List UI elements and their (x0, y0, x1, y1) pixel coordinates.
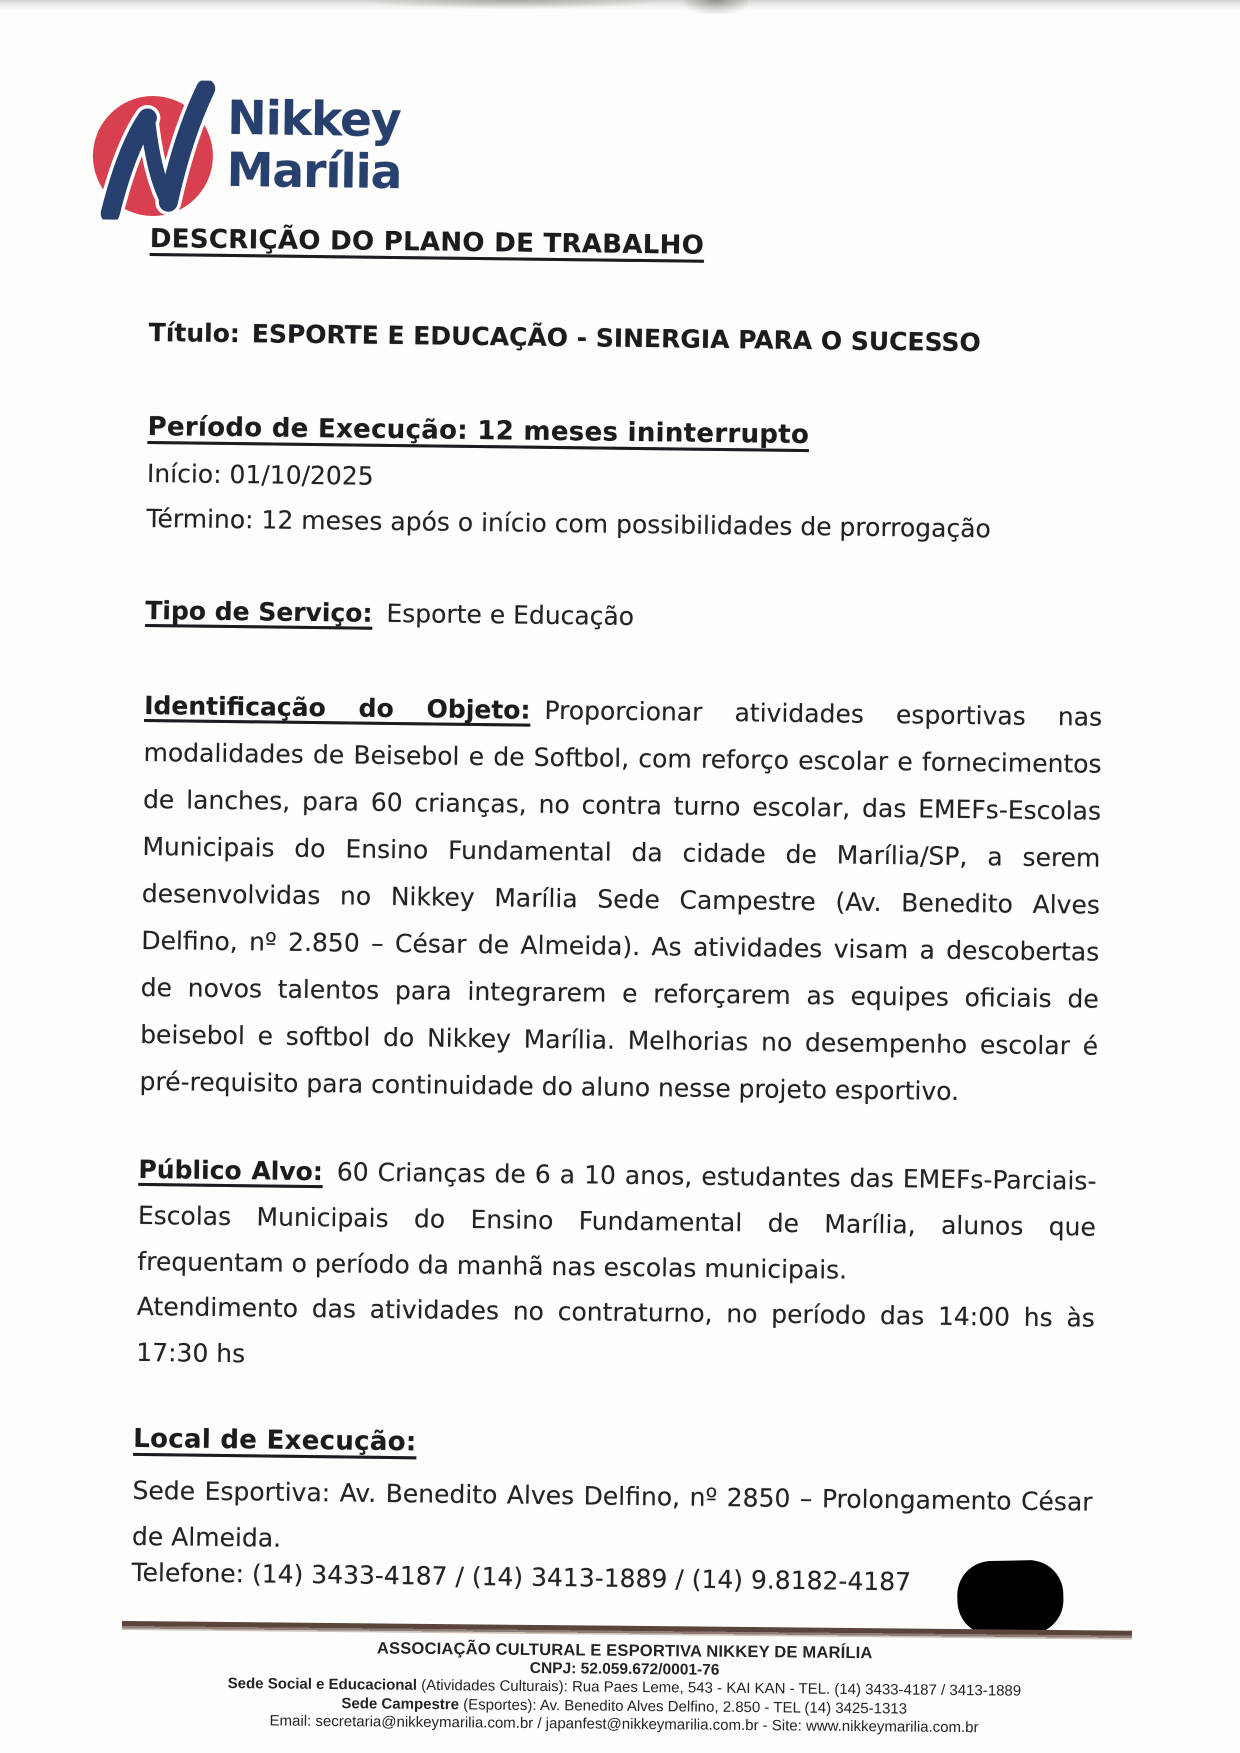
titulo-value: ESPORTE E EDUCAÇÃO - SINERGIA PARA O SUCESSO (251, 319, 981, 358)
objeto-label: Identificação do Objeto: (144, 690, 531, 725)
footer-text (117, 1637, 1132, 1739)
footer-org-name: ASSOCIAÇÃO CULTURAL E ESPORTIVA NIKKEY DE MARÍLIA (376, 1639, 873, 1663)
footer-cnpj: CNPJ: 52.059.672/0001-76 (529, 1659, 720, 1679)
periodo-heading: Período de Execução: 12 meses ininterrupto (147, 411, 810, 451)
tipo-label: Tipo de Serviço: (145, 595, 373, 628)
footer-sede-social-label: Sede Social e Educacional (227, 1675, 418, 1694)
local-heading: Local de Execução: (133, 1423, 417, 1458)
inicio-line: Início: 01/10/2025 (146, 458, 374, 491)
footer-sede-social-rest: (Atividades Culturais): Rua Paes Leme, 543 - KAI KAN - TEL. (14) 3433-4187 / 3413-1889 (416, 1676, 1022, 1700)
brand-line1: Nikkey (227, 90, 401, 149)
tipo-value: Esporte e Educação (386, 598, 635, 631)
doc-heading: DESCRIÇÃO DO PLANO DE TRABALHO (149, 224, 705, 261)
brand-line2: Marília (226, 142, 402, 201)
publico-label: Público Alvo: (138, 1154, 323, 1187)
footer-sede-campestre-label: Sede Campestre (341, 1694, 460, 1713)
termino-line: Término: 12 meses após o início com possibilidades de prorrogação (146, 503, 992, 544)
footer-rule (122, 1621, 1132, 1640)
telefone-line: Telefone: (14) 3433-4187 / (14) 3413-1889 / (14) 9.8182-4187 (131, 1557, 912, 1597)
objeto-text: Proporcionar atividades esportivas nas modalidades de Beisebol e de Softbol, com reforço escolar e fornecimentos de lanches, para 60 crianças, no contra turno escolar, das EMEFs-Escolas Municipais do Ensino Fundamental da cidade de Marília/SP, a serem desenvolvidas no Nikkey Marília Sede Campestre (Av. Benedito Alves Delfino, nº 2.850 – César de Almeida). As atividades visam a descobertas de novos talentos para integrarem e reforçarem as equipes oficiais de beisebol e softbol do Nikkey Marília. Melhorias no desempenho escolar é pré-requisito para continuidade do aluno nesse projeto esportivo. (139, 695, 1103, 1106)
titulo-label: Título: (148, 317, 241, 349)
publico-text: 60 Crianças de 6 a 10 anos, estudantes das EMEFs-Parciais-Escolas Municipais do Ensino Fundamental de Marília, alunos que frequentam o período da manhã nas escolas municipais. (137, 1157, 1097, 1285)
footer-sede-campestre-rest: (Esportes): Av. Benedito Alves Delfino, 2.850 - TEL (14) 3425-1313 (458, 1695, 908, 1718)
atendimento-paragraph: Atendimento das atividades no contraturno, no período das 14:00 hs às 17:30 hs (136, 1291, 1095, 1369)
footer-contact-line: Email: secretaria@nikkeymarilia.com.br / japanfest@nikkeymarilia.com.br - Site: www.nikkeymarilia.com.br (269, 1712, 979, 1737)
sede-paragraph: Sede Esportiva: Av. Benedito Alves Delfino, nº 2850 – Prolongamento César de Almeida. (131, 1475, 1093, 1553)
